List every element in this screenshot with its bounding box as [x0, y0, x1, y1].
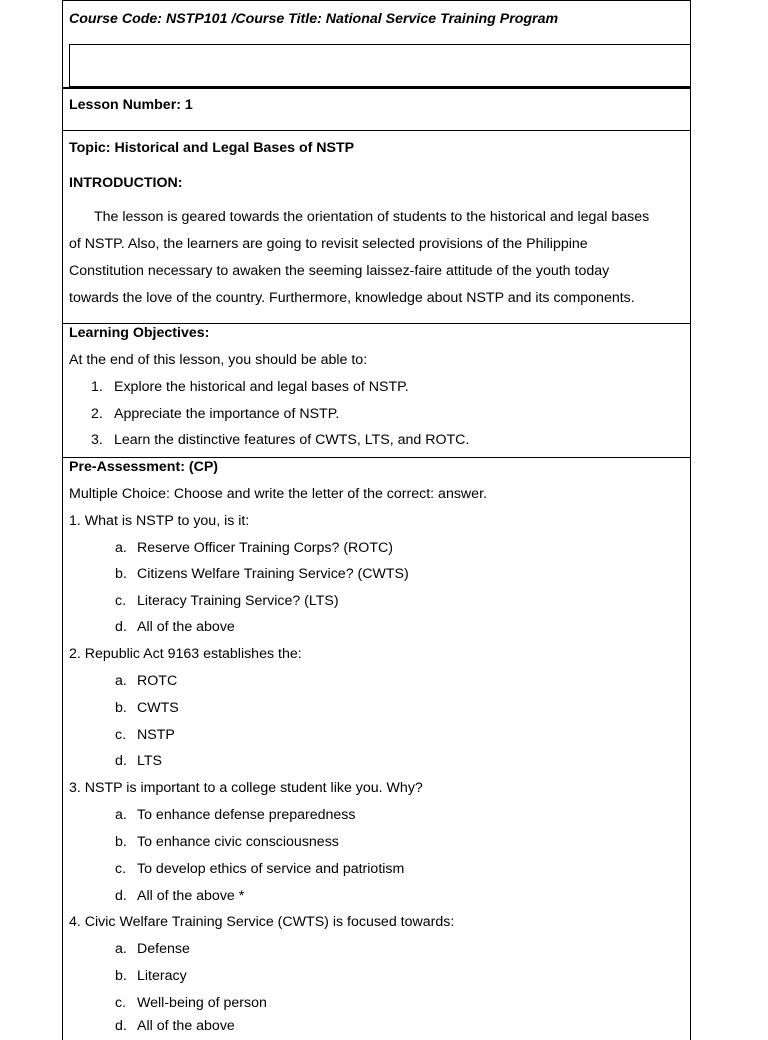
topic-title: Topic: Historical and Legal Bases of NSTP — [69, 140, 355, 156]
objective-text: Appreciate the importance of NSTP. — [114, 406, 340, 422]
option-text: To enhance defense preparedness — [137, 807, 356, 823]
option-text: All of the above — [137, 619, 235, 635]
option-letter: b. — [115, 566, 127, 582]
question: 2. Republic Act 9163 establishes the: — [69, 646, 302, 662]
option-letter: d. — [115, 619, 127, 635]
option-letter: c. — [115, 861, 127, 877]
intro-line: towards the love of the country. Furthermore, knowledge about NSTP and its components. — [69, 290, 635, 306]
option-letter: c. — [115, 995, 127, 1011]
objective-number: 1. — [91, 379, 103, 395]
intro-line: Constitution necessary to awaken the seeming laissez-faire attitude of the youth today — [69, 263, 610, 279]
option-letter: c. — [115, 727, 127, 743]
intro-line: of NSTP. Also, the learners are going to revisit selected provisions of the Philippine — [69, 236, 588, 252]
objective-text: Explore the historical and legal bases of NSTP. — [114, 379, 409, 395]
option-text: All of the above — [137, 1018, 235, 1034]
lesson-document — [62, 0, 691, 1040]
objectives-lead: At the end of this lesson, you should be able to: — [69, 352, 368, 368]
option-text: ROTC — [137, 673, 178, 689]
option-text: NSTP — [137, 727, 175, 743]
divider — [63, 323, 690, 324]
option-letter: b. — [115, 700, 127, 716]
option-text: LTS — [137, 753, 162, 769]
option-text: To develop ethics of service and patriotism — [137, 861, 405, 877]
option-letter: b. — [115, 834, 127, 850]
option-text: CWTS — [137, 700, 179, 716]
blank-field-box — [69, 44, 691, 87]
option-letter: c. — [115, 593, 127, 609]
option-text: Well-being of person — [137, 995, 267, 1011]
assessment-instruction: Multiple Choice: Choose and write the letter of the correct: answer. — [69, 486, 487, 502]
objectives-heading: Learning Objectives: — [69, 325, 210, 341]
option-letter: a. — [115, 673, 127, 689]
option-letter: d. — [115, 753, 127, 769]
option-letter: d. — [115, 888, 127, 904]
option-text: Literacy Training Service? (LTS) — [137, 593, 339, 609]
option-text: Literacy — [137, 968, 187, 984]
divider — [63, 87, 690, 89]
option-text: All of the above * — [137, 888, 245, 904]
introduction-heading: INTRODUCTION: — [69, 175, 183, 191]
option-text: Defense — [137, 941, 190, 957]
option-text: To enhance civic consciousness — [137, 834, 339, 850]
option-letter: b. — [115, 968, 127, 984]
option-letter: a. — [115, 941, 127, 957]
course-code-title: Course Code: NSTP101 /Course Title: National Service Training Program — [69, 11, 559, 27]
option-letter: a. — [115, 807, 127, 823]
option-letter: a. — [115, 540, 127, 556]
question: 3. NSTP is important to a college student like you. Why? — [69, 780, 423, 796]
option-text: Reserve Officer Training Corps? (ROTC) — [137, 540, 393, 556]
question: 1. What is NSTP to you, is it: — [69, 513, 250, 529]
option-letter: d. — [115, 1018, 127, 1034]
option-text: Citizens Welfare Training Service? (CWTS) — [137, 566, 409, 582]
objective-number: 2. — [91, 406, 103, 422]
divider — [63, 130, 690, 131]
objective-number: 3. — [91, 432, 103, 448]
intro-line: The lesson is geared towards the orientation of students to the historical and legal bases — [94, 209, 650, 225]
divider — [63, 457, 690, 458]
objective-text: Learn the distinctive features of CWTS, LTS, and ROTC. — [114, 432, 470, 448]
question: 4. Civic Welfare Training Service (CWTS) is focused towards: — [69, 914, 455, 930]
lesson-number: Lesson Number: 1 — [69, 97, 193, 113]
pre-assessment-heading: Pre-Assessment: (CP) — [69, 459, 219, 475]
